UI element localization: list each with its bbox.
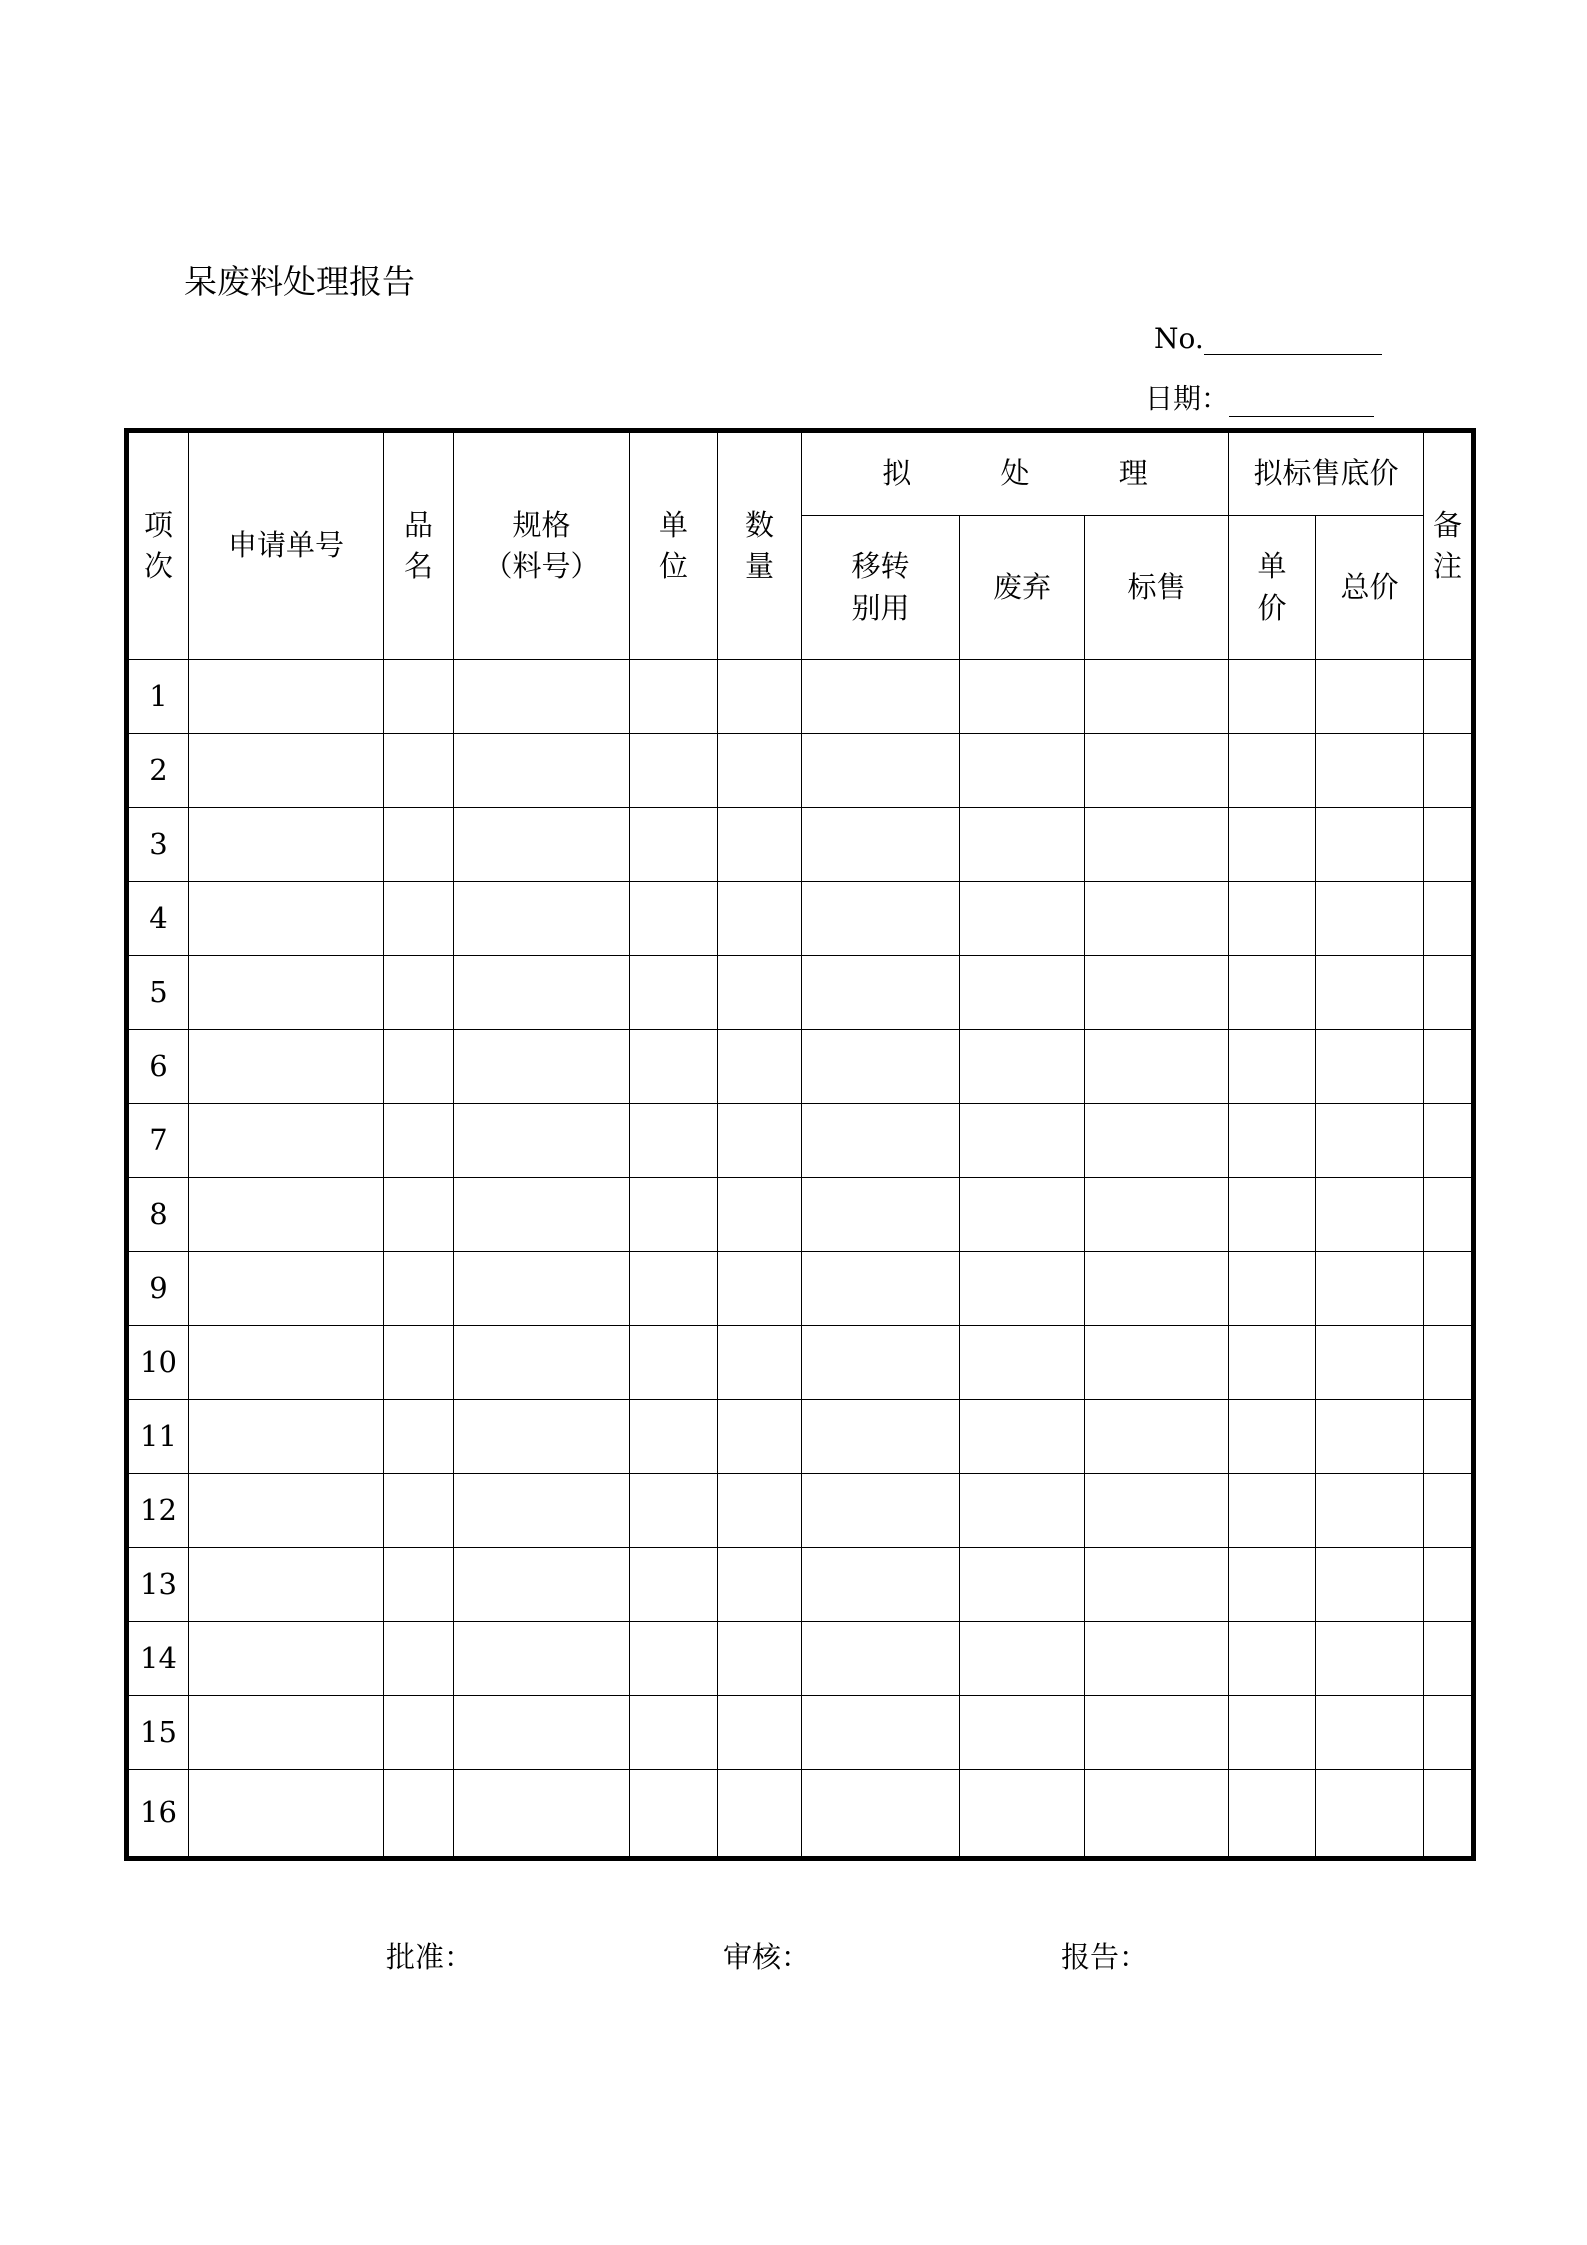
table-cell[interactable] xyxy=(960,1622,1085,1696)
table-cell[interactable] xyxy=(1316,956,1424,1030)
table-row xyxy=(127,808,1474,882)
table-cell[interactable] xyxy=(1229,1548,1316,1622)
table-cell[interactable] xyxy=(454,1252,630,1326)
header-product-name: 品 名 xyxy=(384,431,454,660)
table-cell[interactable] xyxy=(454,956,630,1030)
date-label: 日期： xyxy=(1145,382,1230,415)
table-cell[interactable] xyxy=(189,882,384,956)
table-cell[interactable] xyxy=(960,1548,1085,1622)
table-cell[interactable] xyxy=(1316,882,1424,956)
table-cell[interactable] xyxy=(1229,1770,1316,1859)
table-cell[interactable] xyxy=(454,1030,630,1104)
table-cell[interactable] xyxy=(630,1252,718,1326)
table-cell[interactable] xyxy=(384,1178,454,1252)
table-cell[interactable] xyxy=(1085,660,1229,734)
table-cell[interactable] xyxy=(189,1770,384,1859)
row-number: 3 xyxy=(127,808,189,882)
table-cell[interactable] xyxy=(960,660,1085,734)
date-field xyxy=(1145,377,1374,417)
table-cell[interactable] xyxy=(630,1400,718,1474)
table-cell[interactable] xyxy=(960,1696,1085,1770)
table-cell[interactable] xyxy=(1229,1252,1316,1326)
table-cell[interactable] xyxy=(454,734,630,808)
table-cell[interactable] xyxy=(1316,1400,1424,1474)
header-item: 项 次 xyxy=(127,431,189,660)
row-number: 8 xyxy=(127,1178,189,1252)
table-cell[interactable] xyxy=(718,882,802,956)
table-cell[interactable] xyxy=(802,1400,960,1474)
table-cell[interactable] xyxy=(1316,1770,1424,1859)
review-signature-label: 审核： xyxy=(723,1940,811,1974)
table-cell[interactable] xyxy=(189,1400,384,1474)
table-cell[interactable] xyxy=(960,1104,1085,1178)
table-cell[interactable] xyxy=(454,1622,630,1696)
table-cell[interactable] xyxy=(454,1400,630,1474)
table-cell[interactable] xyxy=(802,1030,960,1104)
approve-signature-label: 批准： xyxy=(386,1940,474,1974)
table-row xyxy=(127,956,1474,1030)
table-cell[interactable] xyxy=(189,956,384,1030)
table-cell[interactable] xyxy=(1424,1104,1474,1178)
table-cell[interactable] xyxy=(1085,1770,1229,1859)
table-row xyxy=(127,1326,1474,1400)
table-row xyxy=(127,660,1474,734)
table-cell[interactable] xyxy=(384,1400,454,1474)
table-cell[interactable] xyxy=(1229,1030,1316,1104)
row-number: 12 xyxy=(127,1474,189,1548)
table-cell[interactable] xyxy=(718,734,802,808)
table-cell[interactable] xyxy=(718,1400,802,1474)
table-cell[interactable] xyxy=(454,1548,630,1622)
row-number: 5 xyxy=(127,956,189,1030)
table-cell[interactable] xyxy=(384,1622,454,1696)
table-cell[interactable] xyxy=(1085,1030,1229,1104)
table-cell[interactable] xyxy=(454,808,630,882)
table-cell[interactable] xyxy=(189,1252,384,1326)
table-cell[interactable] xyxy=(384,1548,454,1622)
table-cell[interactable] xyxy=(1229,1696,1316,1770)
number-blank[interactable] xyxy=(1204,324,1382,355)
table-cell[interactable] xyxy=(630,808,718,882)
table-cell[interactable] xyxy=(384,808,454,882)
table-cell[interactable] xyxy=(960,1030,1085,1104)
table-cell[interactable] xyxy=(1085,1696,1229,1770)
table-cell[interactable] xyxy=(1229,1104,1316,1178)
table-cell[interactable] xyxy=(1085,1474,1229,1548)
table-cell[interactable] xyxy=(960,1326,1085,1400)
table-cell[interactable] xyxy=(718,1696,802,1770)
table-cell[interactable] xyxy=(384,1474,454,1548)
table-cell[interactable] xyxy=(384,660,454,734)
table-cell[interactable] xyxy=(1316,1178,1424,1252)
table-cell[interactable] xyxy=(384,1104,454,1178)
table-cell[interactable] xyxy=(189,808,384,882)
table-cell[interactable] xyxy=(1229,1326,1316,1400)
table-cell[interactable] xyxy=(802,808,960,882)
table-cell[interactable] xyxy=(189,1548,384,1622)
table-cell[interactable] xyxy=(1316,808,1424,882)
table-cell[interactable] xyxy=(1085,956,1229,1030)
table-cell[interactable] xyxy=(630,1696,718,1770)
table-row xyxy=(127,1770,1474,1859)
table-cell[interactable] xyxy=(802,1104,960,1178)
row-number: 9 xyxy=(127,1252,189,1326)
table-cell[interactable] xyxy=(630,1178,718,1252)
table-cell[interactable] xyxy=(454,882,630,956)
table-cell[interactable] xyxy=(802,1326,960,1400)
table-cell[interactable] xyxy=(1085,1252,1229,1326)
table-cell[interactable] xyxy=(630,882,718,956)
row-number: 10 xyxy=(127,1326,189,1400)
table-cell[interactable] xyxy=(384,1030,454,1104)
row-number: 1 xyxy=(127,660,189,734)
table-cell[interactable] xyxy=(454,1178,630,1252)
table-cell[interactable] xyxy=(1424,660,1474,734)
table-cell[interactable] xyxy=(960,882,1085,956)
table-cell[interactable] xyxy=(630,1326,718,1400)
table-cell[interactable] xyxy=(454,1770,630,1859)
table-row xyxy=(127,1622,1474,1696)
header-proposed-min-price: 拟标售底价 xyxy=(1229,431,1424,516)
table-cell[interactable] xyxy=(384,1696,454,1770)
table-cell[interactable] xyxy=(189,660,384,734)
table-cell[interactable] xyxy=(1085,1622,1229,1696)
table-cell[interactable] xyxy=(718,1030,802,1104)
table-cell[interactable] xyxy=(802,956,960,1030)
table-cell[interactable] xyxy=(454,1474,630,1548)
table-row xyxy=(127,1400,1474,1474)
table-cell[interactable] xyxy=(1424,1474,1474,1548)
table-row xyxy=(127,734,1474,808)
table-cell[interactable] xyxy=(718,956,802,1030)
table-cell[interactable] xyxy=(1229,734,1316,808)
table-cell[interactable] xyxy=(384,882,454,956)
table-cell[interactable] xyxy=(1229,1178,1316,1252)
table-cell[interactable] xyxy=(384,1770,454,1859)
table-cell[interactable] xyxy=(718,1770,802,1859)
table-cell[interactable] xyxy=(1085,1326,1229,1400)
table-cell[interactable] xyxy=(384,1252,454,1326)
table-cell[interactable] xyxy=(189,1474,384,1548)
table-cell[interactable] xyxy=(1085,808,1229,882)
table-cell[interactable] xyxy=(802,1696,960,1770)
table-cell[interactable] xyxy=(718,1104,802,1178)
table-cell[interactable] xyxy=(1316,1252,1424,1326)
table-cell[interactable] xyxy=(718,1622,802,1696)
table-cell[interactable] xyxy=(1316,1474,1424,1548)
table-cell[interactable] xyxy=(1424,1696,1474,1770)
table-cell[interactable] xyxy=(384,956,454,1030)
table-cell[interactable] xyxy=(454,1104,630,1178)
table-cell[interactable] xyxy=(1085,1548,1229,1622)
table-cell[interactable] xyxy=(630,734,718,808)
table-cell[interactable] xyxy=(454,1326,630,1400)
table-cell[interactable] xyxy=(630,1030,718,1104)
header-discard: 废弃 xyxy=(960,516,1085,660)
table-cell[interactable] xyxy=(1424,734,1474,808)
table-cell[interactable] xyxy=(630,1770,718,1859)
report-signature-label: 报告： xyxy=(1061,1940,1149,1974)
table-row xyxy=(127,1474,1474,1548)
table-row xyxy=(127,1696,1474,1770)
table-cell[interactable] xyxy=(802,1474,960,1548)
header-spec: 规格 （料号） xyxy=(454,431,630,660)
table-cell[interactable] xyxy=(718,1326,802,1400)
row-number: 2 xyxy=(127,734,189,808)
table-cell[interactable] xyxy=(1424,1770,1474,1859)
table-cell[interactable] xyxy=(802,1178,960,1252)
table-cell[interactable] xyxy=(960,734,1085,808)
table-cell[interactable] xyxy=(1424,956,1474,1030)
table-cell[interactable] xyxy=(630,956,718,1030)
header-total-price: 总价 xyxy=(1316,516,1424,660)
header-tender-sale: 标售 xyxy=(1085,516,1229,660)
table-cell[interactable] xyxy=(802,1252,960,1326)
table-cell[interactable] xyxy=(189,1326,384,1400)
table-cell[interactable] xyxy=(802,1548,960,1622)
table-cell[interactable] xyxy=(1316,1326,1424,1400)
table-cell[interactable] xyxy=(718,1548,802,1622)
table-cell[interactable] xyxy=(1424,1622,1474,1696)
header-transfer-use: 移转 别用 xyxy=(802,516,960,660)
table-cell[interactable] xyxy=(1424,1400,1474,1474)
table-cell[interactable] xyxy=(1229,1622,1316,1696)
table-cell[interactable] xyxy=(1085,1400,1229,1474)
header-row-1 xyxy=(127,431,1474,516)
table-cell[interactable] xyxy=(1424,1030,1474,1104)
table-cell[interactable] xyxy=(189,734,384,808)
table-cell[interactable] xyxy=(1316,734,1424,808)
header-remarks: 备 注 xyxy=(1424,431,1474,660)
table-cell[interactable] xyxy=(802,660,960,734)
table-cell[interactable] xyxy=(1229,1474,1316,1548)
table-cell[interactable] xyxy=(1229,808,1316,882)
table-cell[interactable] xyxy=(1424,808,1474,882)
table-cell[interactable] xyxy=(718,1252,802,1326)
table-cell[interactable] xyxy=(802,1770,960,1859)
table-cell[interactable] xyxy=(960,1474,1085,1548)
table-cell[interactable] xyxy=(1424,1326,1474,1400)
table-cell[interactable] xyxy=(802,1622,960,1696)
table-cell[interactable] xyxy=(960,956,1085,1030)
table-cell[interactable] xyxy=(1085,882,1229,956)
row-number: 14 xyxy=(127,1622,189,1696)
header-proposed-handling: 拟 处 理 xyxy=(802,431,1229,516)
table-cell[interactable] xyxy=(1424,1252,1474,1326)
number-field xyxy=(1154,322,1382,355)
table-cell[interactable] xyxy=(1316,660,1424,734)
row-number: 13 xyxy=(127,1548,189,1622)
table-row xyxy=(127,1252,1474,1326)
row-number: 16 xyxy=(127,1770,189,1859)
table-cell[interactable] xyxy=(1229,1400,1316,1474)
date-blank[interactable] xyxy=(1229,386,1374,417)
table-cell[interactable] xyxy=(384,1326,454,1400)
disposal-report-table xyxy=(124,428,1476,1861)
table-row xyxy=(127,1104,1474,1178)
table-cell[interactable] xyxy=(1229,956,1316,1030)
header-application-no: 申请单号 xyxy=(189,431,384,660)
table-cell[interactable] xyxy=(189,1622,384,1696)
table-cell[interactable] xyxy=(454,660,630,734)
row-number: 6 xyxy=(127,1030,189,1104)
table-cell[interactable] xyxy=(960,1252,1085,1326)
table-cell[interactable] xyxy=(189,1104,384,1178)
table-cell[interactable] xyxy=(1316,1104,1424,1178)
header-quantity: 数 量 xyxy=(718,431,802,660)
table-cell[interactable] xyxy=(1316,1548,1424,1622)
table-cell[interactable] xyxy=(718,1178,802,1252)
table-cell[interactable] xyxy=(960,1400,1085,1474)
row-number: 11 xyxy=(127,1400,189,1474)
table-cell[interactable] xyxy=(960,1770,1085,1859)
table-cell[interactable] xyxy=(630,1548,718,1622)
table-cell[interactable] xyxy=(1316,1622,1424,1696)
row-number: 7 xyxy=(127,1104,189,1178)
table-row xyxy=(127,1548,1474,1622)
table-cell[interactable] xyxy=(718,1474,802,1548)
table-row xyxy=(127,1030,1474,1104)
number-label: No. xyxy=(1154,322,1204,355)
table-cell[interactable] xyxy=(1424,882,1474,956)
table-cell[interactable] xyxy=(1424,1178,1474,1252)
table-cell[interactable] xyxy=(802,882,960,956)
table-cell[interactable] xyxy=(960,1178,1085,1252)
table-cell[interactable] xyxy=(802,734,960,808)
table-row xyxy=(127,1178,1474,1252)
table-cell[interactable] xyxy=(189,1030,384,1104)
table-cell[interactable] xyxy=(1229,882,1316,956)
table-cell[interactable] xyxy=(1085,734,1229,808)
table-cell[interactable] xyxy=(630,1622,718,1696)
table-cell[interactable] xyxy=(189,1696,384,1770)
document-title: 呆废料处理报告 xyxy=(184,262,415,301)
row-number: 15 xyxy=(127,1696,189,1770)
table-cell[interactable] xyxy=(630,1104,718,1178)
table-cell[interactable] xyxy=(1424,1548,1474,1622)
table-cell[interactable] xyxy=(189,1178,384,1252)
table-cell[interactable] xyxy=(718,660,802,734)
table-cell[interactable] xyxy=(1316,1030,1424,1104)
table-cell[interactable] xyxy=(718,808,802,882)
table-cell[interactable] xyxy=(1229,660,1316,734)
table-cell[interactable] xyxy=(384,734,454,808)
table-cell[interactable] xyxy=(630,1474,718,1548)
table-cell[interactable] xyxy=(1085,1178,1229,1252)
table-row xyxy=(127,882,1474,956)
row-number: 4 xyxy=(127,882,189,956)
table-cell[interactable] xyxy=(454,1696,630,1770)
header-unit: 单 位 xyxy=(630,431,718,660)
header-unit-price: 单 价 xyxy=(1229,516,1316,660)
table-cell[interactable] xyxy=(1085,1104,1229,1178)
table-cell[interactable] xyxy=(1316,1696,1424,1770)
table-cell[interactable] xyxy=(630,660,718,734)
table-cell[interactable] xyxy=(960,808,1085,882)
